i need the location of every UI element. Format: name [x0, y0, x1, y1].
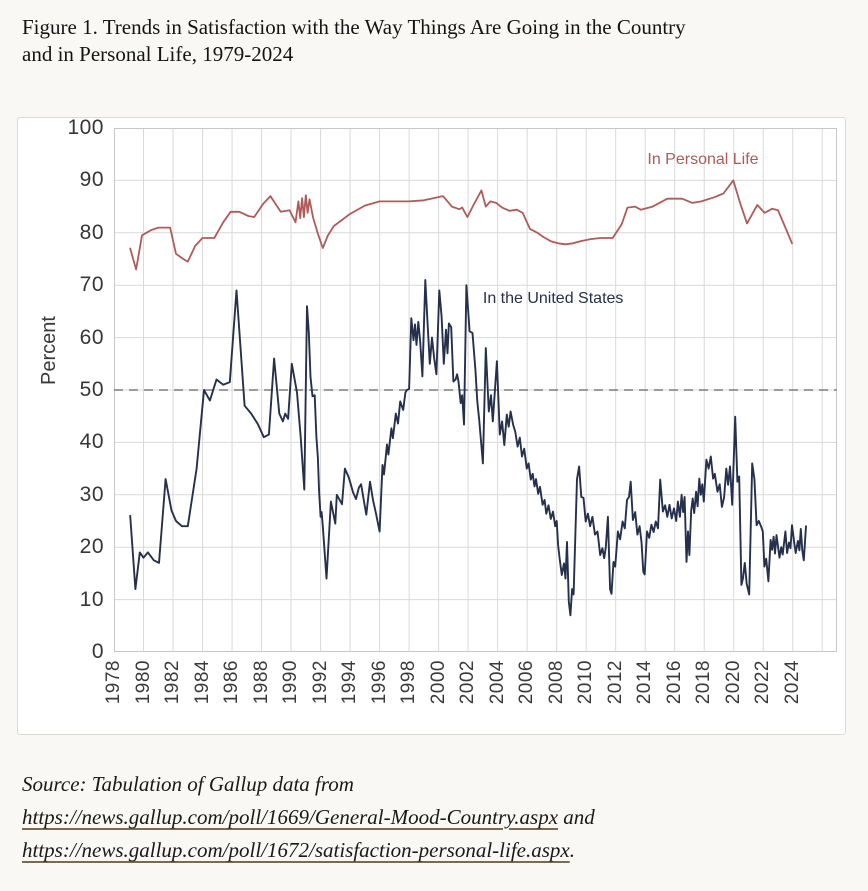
x-tick-label: 1980: [132, 660, 154, 705]
y-tick-label: 100: [67, 116, 104, 139]
source-note: [22, 768, 822, 867]
personal-life-series-line: [130, 180, 792, 269]
personal-life-series-label: In Personal Life: [647, 151, 759, 169]
x-tick-label: 1984: [191, 660, 213, 705]
y-tick-label: 70: [79, 273, 104, 297]
y-tick-label: 60: [79, 325, 104, 349]
chart-card: [17, 117, 846, 735]
y-tick-label: 10: [79, 587, 104, 611]
source-link-general-mood[interactable]: https://news.gallup.com/poll/1669/General-Mood-Country.aspx: [22, 805, 559, 829]
source-text-line: [22, 768, 822, 801]
plot-area: [114, 128, 837, 652]
x-tick-label: 1994: [339, 660, 361, 705]
x-tick-label: 1982: [162, 660, 184, 705]
x-tick-label: 2008: [545, 660, 567, 705]
figure-title: [22, 14, 852, 68]
y-tick-label: 0: [91, 640, 104, 663]
x-tick-label: 2004: [486, 660, 508, 705]
x-tick-label: 1986: [221, 660, 243, 705]
source-link-line-2: [22, 834, 822, 867]
x-tick-label: 2022: [752, 660, 774, 705]
x-tick-label: 2016: [663, 660, 685, 705]
x-tick-label: 2020: [722, 660, 744, 705]
source-prefix: Source: Tabulation of Gallup data from: [22, 772, 354, 796]
y-axis-title: Percent: [38, 316, 60, 385]
x-tick-label: 2010: [575, 660, 597, 705]
figure-title-line-2: and in Personal Life, 1979-2024: [22, 42, 294, 66]
x-tick-label: 1988: [250, 660, 272, 705]
y-tick-label: 20: [79, 535, 104, 559]
us-series-label: In the United States: [482, 289, 624, 307]
x-tick-label: 1996: [368, 660, 390, 705]
x-tick-label: 2024: [781, 660, 803, 705]
y-tick-label: 40: [79, 430, 104, 454]
y-tick-label: 80: [79, 220, 104, 244]
x-tick-label: 2006: [516, 660, 538, 705]
chart-canvas: [114, 128, 837, 652]
x-tick-label: 2000: [427, 660, 449, 705]
y-tick-label: 90: [79, 168, 104, 192]
y-tick-label: 30: [79, 482, 104, 506]
x-tick-label: 2002: [457, 660, 479, 705]
x-tick-label: 2012: [604, 660, 626, 705]
x-tick-label: 2018: [693, 660, 715, 705]
source-link-personal-life[interactable]: https://news.gallup.com/poll/1672/satisfaction-personal-life.aspx: [22, 838, 570, 862]
x-tick-label: 2014: [634, 660, 656, 705]
source-link-line-1: [22, 801, 822, 834]
source-link-2-suffix: .: [569, 838, 575, 862]
figure-title-line-1: Figure 1. Trends in Satisfaction with the Way Things Are Going in the Country: [22, 15, 686, 39]
x-tick-label: 1990: [280, 660, 302, 705]
x-tick-label: 1998: [398, 660, 420, 705]
y-tick-label: 50: [79, 378, 104, 401]
x-tick-label: 1992: [309, 660, 331, 705]
source-link-1-suffix: and: [558, 805, 595, 829]
x-tick-label: 1978: [103, 660, 124, 705]
